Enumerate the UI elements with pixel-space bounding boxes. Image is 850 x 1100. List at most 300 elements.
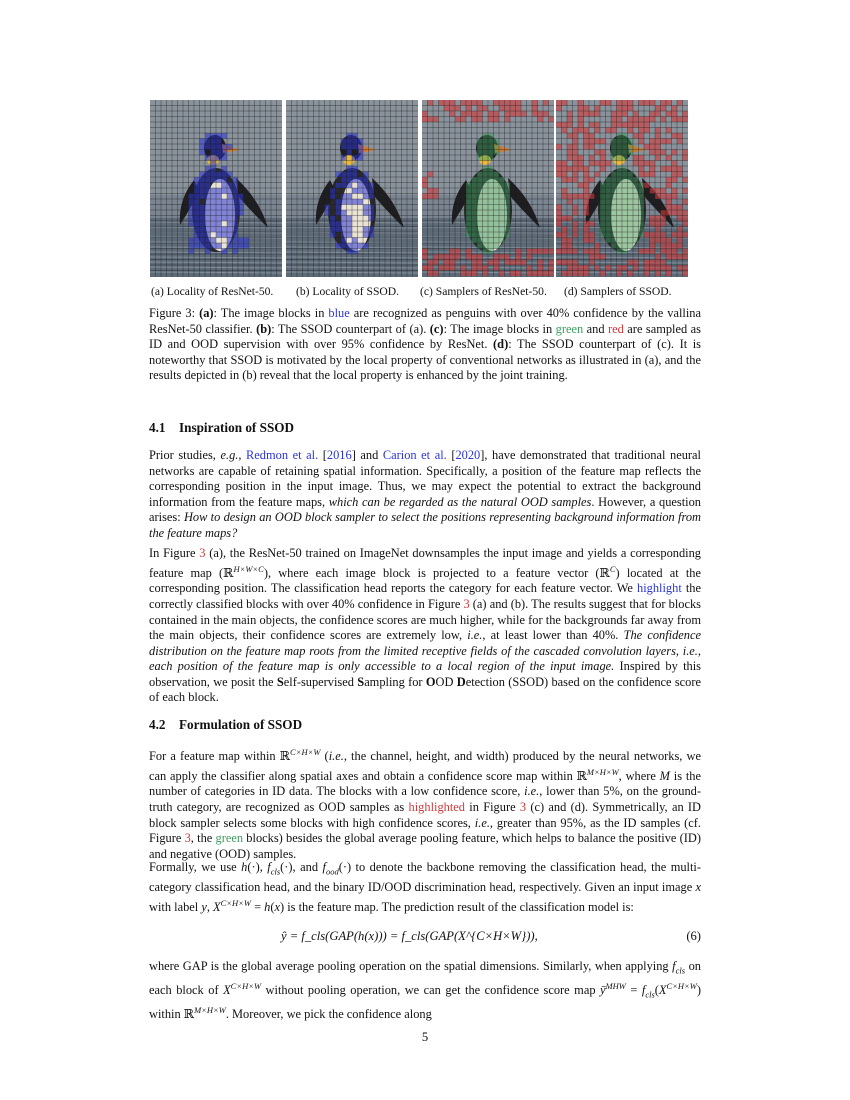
block [683, 155, 689, 161]
text-run: elf-supervised [283, 674, 358, 689]
block [466, 199, 472, 205]
block [455, 249, 461, 255]
block [477, 172, 483, 178]
block [194, 199, 200, 205]
block [211, 210, 217, 216]
block [556, 172, 562, 178]
text-run: i.e. [328, 749, 344, 764]
block [211, 150, 217, 156]
block [505, 194, 511, 200]
text-run: MHW [605, 981, 626, 992]
block [622, 100, 628, 106]
block [639, 216, 645, 222]
block [233, 221, 239, 227]
block [578, 117, 584, 123]
block [483, 227, 489, 233]
block [683, 265, 689, 271]
block [477, 243, 483, 249]
block [584, 265, 590, 271]
block [189, 221, 195, 227]
text-run: ) within ℝ [149, 983, 701, 1022]
block [549, 260, 555, 266]
block [341, 243, 347, 249]
block [358, 188, 364, 194]
block [606, 177, 612, 183]
block [216, 227, 222, 233]
text-run: i.e. [467, 628, 483, 643]
text-run: x [695, 880, 701, 895]
text-run: (·), and [280, 860, 323, 874]
block [205, 166, 211, 172]
text-run[interactable]: Redmon et al. [246, 448, 319, 462]
block [488, 238, 494, 244]
block [650, 221, 656, 227]
block [628, 260, 634, 266]
text-run: , [206, 899, 214, 914]
block [633, 238, 639, 244]
text-run: h [264, 899, 271, 914]
block [628, 210, 634, 216]
block [428, 172, 434, 178]
block [578, 128, 584, 134]
block [472, 227, 478, 233]
block [330, 216, 336, 222]
block [238, 199, 244, 205]
block [505, 210, 511, 216]
block [200, 139, 206, 145]
block [336, 205, 342, 211]
block [661, 150, 667, 156]
block [677, 166, 683, 172]
block [439, 100, 445, 106]
text-run: f [267, 860, 271, 874]
block [352, 177, 358, 183]
block [472, 100, 478, 106]
block [227, 210, 233, 216]
block [650, 243, 656, 249]
block [205, 199, 211, 205]
block [222, 150, 228, 156]
block [466, 221, 472, 227]
block [672, 254, 678, 260]
block [655, 139, 661, 145]
block [683, 232, 689, 238]
block [611, 199, 617, 205]
block [584, 166, 590, 172]
block [683, 199, 689, 205]
text-run: Inspired by this observation, we posit the [149, 659, 701, 689]
block [494, 117, 500, 123]
block [369, 194, 375, 200]
text-run: (·), [247, 860, 268, 874]
text-run: X [658, 983, 667, 998]
block [233, 216, 239, 222]
block [633, 221, 639, 227]
text-run: are recognized as penguins with over 40% confidence by the vallina ResNet-50 classifier. [149, 306, 702, 336]
block [211, 177, 217, 183]
block [628, 232, 634, 238]
block [347, 139, 353, 145]
block [483, 166, 489, 172]
block [233, 188, 239, 194]
block [683, 249, 689, 255]
block [222, 205, 228, 211]
block [622, 216, 628, 222]
block [205, 232, 211, 238]
block [352, 249, 358, 255]
block [639, 232, 645, 238]
block [622, 210, 628, 216]
block [650, 216, 656, 222]
block [633, 133, 639, 139]
block [666, 111, 672, 117]
block [567, 238, 573, 244]
block [538, 117, 544, 123]
block [617, 210, 623, 216]
block [611, 155, 617, 161]
block [369, 188, 375, 194]
block [494, 150, 500, 156]
block [578, 161, 584, 167]
block [205, 177, 211, 183]
text-run[interactable]: 2020 [455, 448, 481, 462]
block [573, 166, 579, 172]
block [617, 166, 623, 172]
block [466, 249, 472, 255]
text-run: C×H×W [290, 747, 321, 757]
block [200, 150, 206, 156]
block [661, 265, 667, 271]
block [433, 260, 439, 266]
penguin-image-d [556, 100, 688, 277]
section-number: 4.1 [149, 420, 166, 435]
block [483, 271, 489, 277]
block [589, 232, 595, 238]
block [595, 128, 601, 134]
block [222, 216, 228, 222]
block [488, 188, 494, 194]
block [358, 177, 364, 183]
block [644, 122, 650, 128]
block [422, 265, 428, 271]
block [556, 216, 562, 222]
block [628, 128, 634, 134]
block [666, 265, 672, 271]
block [194, 210, 200, 216]
block [622, 194, 628, 200]
block [666, 243, 672, 249]
block [211, 161, 217, 167]
block [617, 194, 623, 200]
block [336, 221, 342, 227]
block [600, 216, 606, 222]
block [661, 210, 667, 216]
block [189, 194, 195, 200]
block [611, 150, 617, 156]
block [494, 100, 500, 106]
block [494, 232, 500, 238]
block [655, 133, 661, 139]
text-run: : The image blocks in [443, 321, 556, 336]
block [556, 100, 562, 106]
block [589, 122, 595, 128]
block [677, 139, 683, 145]
block [499, 188, 505, 194]
block [200, 232, 206, 238]
block [428, 265, 434, 271]
block [633, 232, 639, 238]
block [617, 100, 623, 106]
block [584, 183, 590, 189]
block [538, 249, 544, 255]
block [194, 205, 200, 211]
block [639, 221, 645, 227]
block [233, 194, 239, 200]
block [494, 144, 500, 150]
text-run: highlighted [408, 800, 465, 815]
block [661, 243, 667, 249]
block [194, 227, 200, 233]
block [477, 194, 483, 200]
subcaption-c: (c) Samplers of ResNet-50. [420, 285, 547, 298]
caption-body [149, 306, 701, 382]
block [222, 177, 228, 183]
section-4-2-paragraph-2 [149, 860, 701, 915]
block [422, 194, 428, 200]
text-run[interactable]: Carion et al. [382, 448, 447, 462]
page-number: 5 [421, 1030, 429, 1044]
text-run: , the [190, 831, 216, 846]
block [622, 166, 628, 172]
block [227, 227, 233, 233]
block [227, 216, 233, 222]
block [194, 188, 200, 194]
block [573, 139, 579, 145]
block [358, 243, 364, 249]
block [677, 205, 683, 211]
block [433, 254, 439, 260]
block [628, 150, 634, 156]
block [683, 150, 689, 156]
block [600, 227, 606, 233]
block [617, 227, 623, 233]
block [450, 249, 456, 255]
block [633, 216, 639, 222]
text-run[interactable]: 3 [199, 546, 206, 560]
block [650, 238, 656, 244]
block [477, 155, 483, 161]
block [611, 188, 617, 194]
block [672, 194, 678, 200]
block [661, 100, 667, 106]
block [358, 150, 364, 156]
block [347, 232, 353, 238]
block [483, 177, 489, 183]
block [205, 249, 211, 255]
block [633, 265, 639, 271]
block [477, 177, 483, 183]
block [584, 133, 590, 139]
text-run: : The image blocks in [213, 306, 329, 320]
block [567, 243, 573, 249]
block [600, 161, 606, 167]
block [622, 106, 628, 112]
block [683, 271, 689, 277]
block [455, 106, 461, 112]
block [363, 210, 369, 216]
text-run: where GAP is the global average pooling operation on the spatial dimensions. Similarly, when applying [149, 959, 673, 973]
block [233, 249, 239, 255]
block [325, 210, 331, 216]
block [639, 161, 645, 167]
block [369, 227, 375, 233]
block [628, 172, 634, 178]
block [488, 216, 494, 222]
panel-d-samplers-ssod [556, 100, 688, 277]
block [622, 122, 628, 128]
block [477, 260, 483, 266]
block [233, 232, 239, 238]
block [672, 188, 678, 194]
block [211, 144, 217, 150]
block [584, 194, 590, 200]
block [347, 227, 353, 233]
block [633, 199, 639, 205]
block [494, 183, 500, 189]
block [666, 100, 672, 106]
block [369, 232, 375, 238]
block [543, 271, 549, 277]
block [639, 172, 645, 178]
block [433, 117, 439, 123]
block [655, 216, 661, 222]
block [358, 155, 364, 161]
block [233, 199, 239, 205]
block [650, 144, 656, 150]
block [617, 122, 623, 128]
block [683, 216, 689, 222]
block [549, 271, 555, 277]
block [488, 155, 494, 161]
block [516, 271, 522, 277]
block [628, 221, 634, 227]
block [617, 139, 623, 145]
block [347, 249, 353, 255]
block [617, 188, 623, 194]
block [672, 177, 678, 183]
text-run[interactable]: 2016 [326, 448, 352, 462]
block [578, 265, 584, 271]
block [428, 188, 434, 194]
block [650, 150, 656, 156]
block [341, 172, 347, 178]
text-run[interactable]: 3 [463, 596, 470, 611]
block [655, 238, 661, 244]
block [543, 249, 549, 255]
block [499, 106, 505, 112]
block [477, 199, 483, 205]
block [521, 260, 527, 266]
block [617, 271, 623, 277]
block [472, 177, 478, 183]
block [233, 205, 239, 211]
block [562, 260, 568, 266]
block [589, 144, 595, 150]
block [595, 139, 601, 145]
block [567, 122, 573, 128]
block [606, 221, 612, 227]
section-4-2-paragraph-1 [149, 745, 701, 862]
block [510, 106, 516, 112]
paragraph [149, 860, 701, 915]
block [472, 238, 478, 244]
block [477, 227, 483, 233]
block [505, 188, 511, 194]
block [211, 227, 217, 233]
block [466, 100, 472, 106]
block [672, 150, 678, 156]
text-run[interactable]: 3 [184, 831, 191, 846]
block [461, 111, 467, 117]
block [494, 177, 500, 183]
block [422, 183, 428, 189]
block [472, 111, 478, 117]
block [510, 260, 516, 266]
block [216, 133, 222, 139]
block [617, 111, 623, 117]
block [628, 199, 634, 205]
block [567, 117, 573, 123]
block [422, 177, 428, 183]
block [488, 166, 494, 172]
block [336, 210, 342, 216]
block [556, 210, 562, 216]
block [600, 188, 606, 194]
block [633, 183, 639, 189]
block [655, 271, 661, 277]
block [211, 199, 217, 205]
block [639, 210, 645, 216]
text-run: which can be regarded as the natural OOD samples [328, 494, 592, 509]
block [216, 172, 222, 178]
block [672, 117, 678, 123]
block [562, 161, 568, 167]
block [341, 221, 347, 227]
text-run: Prior studies, [149, 448, 221, 462]
block [639, 122, 645, 128]
block [222, 155, 228, 161]
block [617, 183, 623, 189]
block [488, 260, 494, 266]
text-run[interactable]: 3 [519, 800, 527, 815]
block [633, 122, 639, 128]
block [466, 111, 472, 117]
block [562, 249, 568, 255]
block [347, 183, 353, 189]
block [466, 227, 472, 233]
block [205, 194, 211, 200]
block [466, 205, 472, 211]
block [639, 166, 645, 172]
block [573, 205, 579, 211]
block [666, 249, 672, 255]
block [483, 232, 489, 238]
block [238, 238, 244, 244]
block [363, 183, 369, 189]
block [211, 188, 217, 194]
block [466, 210, 472, 216]
block [347, 199, 353, 205]
